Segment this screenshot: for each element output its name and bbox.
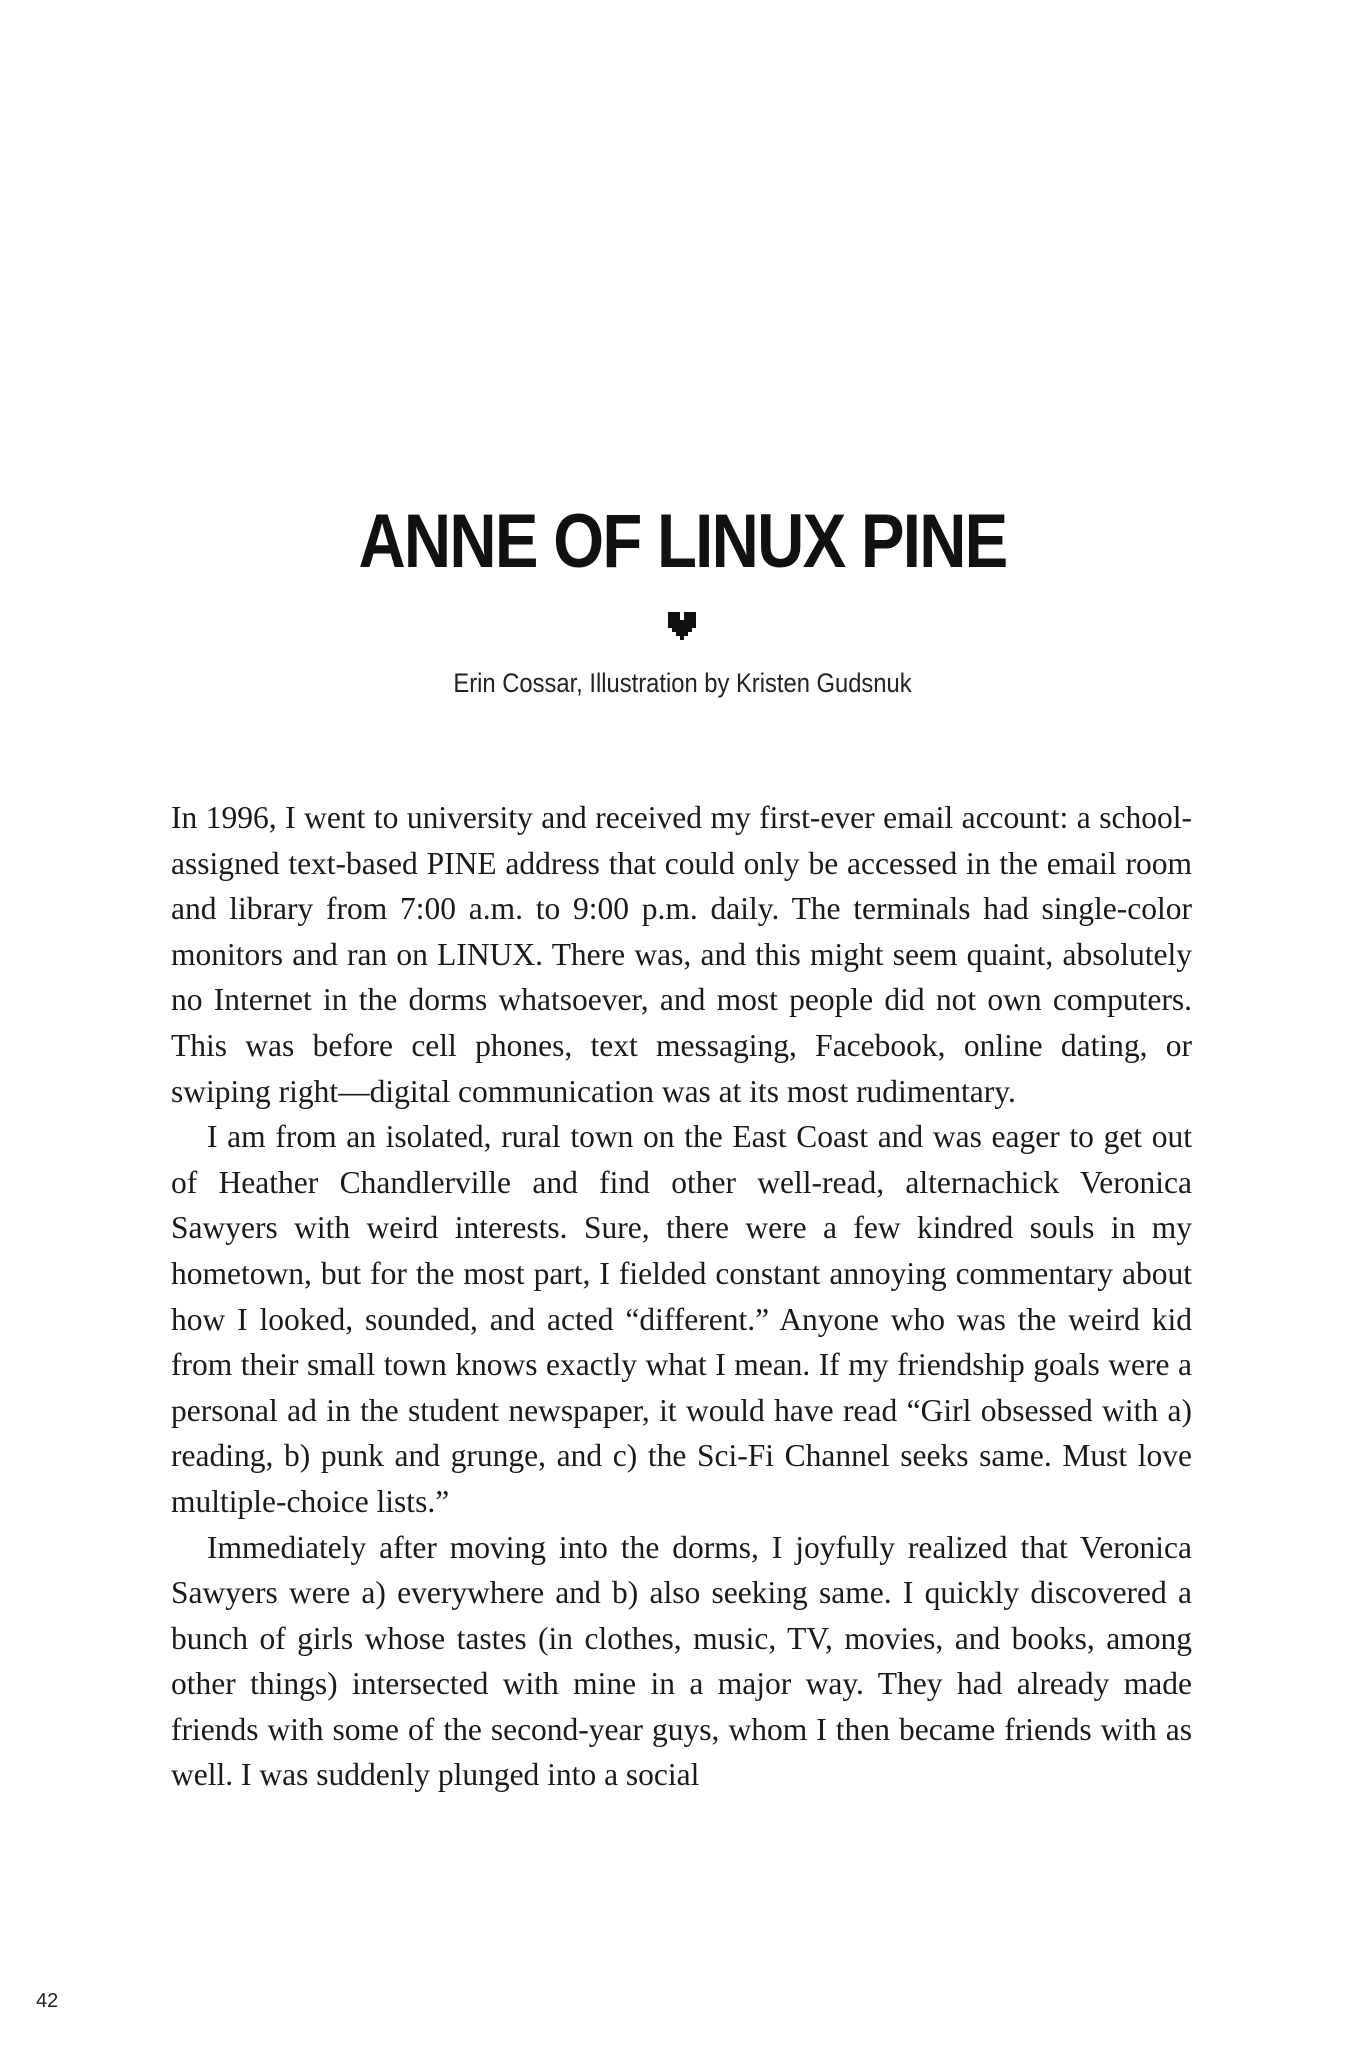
heart-icon: [668, 612, 696, 640]
chapter-title: ANNE OF LINUX PINE: [358, 499, 1007, 584]
page-number: 42: [36, 1990, 59, 2012]
paragraph: In 1996, I went to university and received my first-ever email account: a school-assigned text-based PINE address that could only be accessed in the email room and library from 7:00 a.m. to 9:00 p.m. daily. The terminals had single-color monitors and ran on LINUX. There was, and this might seem quaint, absolutely no Internet in the dorms whatsoever, and most people did not own computers. This was before cell phones, text messaging, Facebook, online dating, or swiping right—digital communication was at its most rudimentary.: [171, 800, 1192, 1109]
paragraph: I am from an isolated, rural town on the East Coast and was eager to get out of Heather Chandlerville and find other well-read, alternachick Veronica Sawyers with weird interests. Sure, there were a few kindred souls in my hometown, but for the most part, I fielded constant annoying commentary about how I looked, sounded, and acted “different.” Anyone who was the weird kid from their small town knows exactly what I mean. If my friendship goals were a personal ad in the student newspaper, it would have read “Girl obsessed with a) reading, b) punk and grunge, and c) the Sci-Fi Channel seeks same. Must love multiple-choice lists.”: [171, 1119, 1192, 1519]
chapter-byline: Erin Cossar, Illustration by Kristen Gudsnuk: [453, 668, 912, 698]
body-text: [171, 795, 1192, 1798]
paragraph: Immediately after moving into the dorms, I joyfully realized that Veronica Sawyers were a) everywhere and b) also seeking same. I quickly discovered a bunch of girls whose tastes (in clothes, music, TV, movies, and books, among other things) intersected with mine in a major way. They had already made friends with some of the second-year guys, whom I then became friends with as well. I was suddenly plunged into a social: [171, 1529, 1192, 1793]
